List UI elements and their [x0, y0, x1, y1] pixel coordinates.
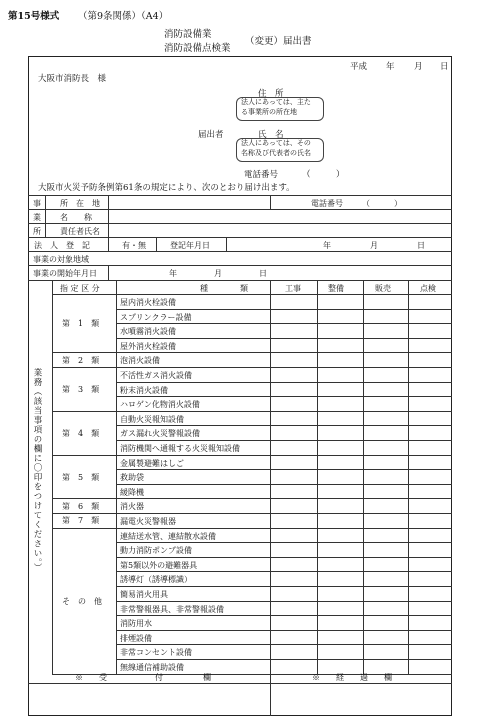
registration-date-label: 登記年月日 — [170, 241, 210, 250]
mark-cell-work[interactable] — [271, 616, 316, 629]
mark-cell-work[interactable] — [271, 485, 316, 498]
equipment-item: 漏電火災警報器 — [120, 517, 176, 526]
category-label: 第 6 類 — [62, 501, 100, 511]
mark-cell-work[interactable] — [271, 499, 316, 512]
name-label: 氏 名 — [258, 130, 284, 140]
name-note-1: 法人にあっては、その — [241, 139, 311, 147]
title-suffix: （変更）届出書 — [245, 36, 312, 47]
equipment-item: 泡消火設備 — [120, 356, 160, 366]
business-header-4: 販売 — [375, 284, 391, 293]
category-label: 第 3 類 — [62, 384, 100, 394]
mark-cell-inspect[interactable] — [409, 572, 451, 585]
mark-cell-work[interactable] — [271, 295, 316, 308]
mark-cell-maint[interactable] — [318, 602, 362, 615]
mark-cell-work[interactable] — [271, 631, 316, 644]
mark-cell-inspect[interactable] — [409, 412, 451, 425]
registration-label: 法 人 登 記 — [34, 241, 90, 250]
mark-cell-sales[interactable] — [364, 631, 407, 644]
mark-cell-inspect[interactable] — [409, 499, 451, 512]
date-era: 平成 — [350, 62, 368, 72]
equipment-item: 非常コンセント設備 — [120, 648, 192, 658]
equipment-item: 不活性ガス消火設備 — [120, 371, 192, 380]
mark-cell-work[interactable] — [271, 383, 316, 396]
equipment-item: 誘導灯（誘導標識） — [120, 575, 192, 585]
mark-cell-sales[interactable] — [364, 412, 407, 425]
mark-cell-inspect[interactable] — [409, 383, 451, 396]
mark-cell-work[interactable] — [271, 602, 316, 615]
mark-cell-maint[interactable] — [318, 572, 362, 585]
mark-cell-work[interactable] — [271, 660, 316, 673]
mark-cell-maint[interactable] — [318, 587, 362, 600]
equipment-item: 非常警報器具、非常警報設備 — [120, 604, 224, 614]
mark-cell-inspect[interactable] — [409, 543, 451, 556]
equipment-item: 自動火災報知設備 — [120, 414, 184, 424]
registration-year: 年 — [323, 241, 331, 250]
business-header-2: 工事 — [285, 284, 301, 293]
date-day: 日 — [440, 62, 449, 72]
office-char-1: 事 — [33, 199, 41, 208]
equipment-item: 連結送水管、連結散水設備 — [120, 531, 216, 541]
mark-cell-sales[interactable] — [364, 485, 407, 498]
start-day: 日 — [259, 269, 267, 278]
address-label: 住 所 — [258, 89, 284, 99]
mark-cell-maint[interactable] — [318, 529, 362, 542]
office-phone-label: 電話番号 — [311, 199, 343, 208]
mark-cell-inspect[interactable] — [409, 368, 451, 381]
equipment-item: 救助袋 — [120, 473, 144, 483]
registration-day: 日 — [417, 241, 425, 250]
phone-label: 電話番号 — [244, 170, 279, 180]
mark-cell-inspect[interactable] — [409, 587, 451, 600]
equipment-item: 消火器 — [120, 502, 144, 512]
mark-cell-work[interactable] — [271, 412, 316, 425]
mark-cell-sales[interactable] — [364, 558, 407, 571]
mark-cell-work[interactable] — [271, 310, 316, 323]
mark-cell-sales[interactable] — [364, 529, 407, 542]
mark-cell-maint[interactable] — [318, 397, 362, 410]
business-header-1: 種 類 — [200, 284, 248, 293]
business-header-5: 点検 — [420, 284, 436, 293]
equipment-item: 金属製避難はしご — [120, 458, 184, 468]
mark-cell-inspect[interactable] — [409, 426, 451, 439]
equipment-item: ガス漏れ火災警報設備 — [120, 429, 200, 439]
business-header-3: 整備 — [328, 284, 344, 293]
mark-cell-inspect[interactable] — [409, 339, 451, 352]
mark-cell-sales[interactable] — [364, 383, 407, 396]
office-name-label: 名 称 — [60, 213, 92, 222]
mark-cell-sales[interactable] — [364, 514, 407, 527]
mark-cell-inspect[interactable] — [409, 660, 451, 673]
title-line-1: 消防設備業 — [164, 29, 212, 40]
address-note-2: る事業所の所在地 — [241, 108, 297, 116]
form-number: 第15号様式 — [8, 11, 60, 22]
equipment-item: 水噴霧消火設備 — [120, 327, 176, 337]
mark-cell-inspect[interactable] — [409, 441, 451, 454]
equipment-item: 第5類以外の避難器具 — [120, 560, 198, 570]
mark-cell-inspect[interactable] — [409, 397, 451, 410]
mark-cell-maint[interactable] — [318, 645, 362, 658]
mark-cell-work[interactable] — [271, 353, 316, 366]
mark-cell-maint[interactable] — [318, 456, 362, 469]
mark-cell-sales[interactable] — [364, 310, 407, 323]
mark-cell-work[interactable] — [271, 645, 316, 658]
mark-cell-maint[interactable] — [318, 470, 362, 483]
mark-cell-maint[interactable] — [318, 514, 362, 527]
mark-cell-work[interactable] — [271, 529, 316, 542]
mark-cell-work[interactable] — [271, 558, 316, 571]
equipment-item: 動力消防ポンプ設備 — [120, 546, 192, 556]
addressee: 大阪市消防長 様 — [38, 74, 107, 84]
business-vertical-label: 業務（該当事項の欄に〇印をつけてください。） — [32, 368, 42, 573]
office-char-2: 業 — [33, 213, 41, 222]
mark-cell-sales[interactable] — [364, 295, 407, 308]
mark-cell-maint[interactable] — [318, 295, 362, 308]
start-year: 年 — [169, 269, 177, 278]
mark-cell-maint[interactable] — [318, 543, 362, 556]
equipment-item: ハロゲン化物消火設備 — [120, 400, 200, 410]
registration-month: 月 — [370, 241, 378, 250]
mark-cell-sales[interactable] — [364, 616, 407, 629]
category-label: 第 4 類 — [62, 428, 100, 438]
mark-cell-sales[interactable] — [364, 426, 407, 439]
mark-cell-inspect[interactable] — [409, 324, 451, 337]
mark-cell-maint[interactable] — [318, 616, 362, 629]
mark-cell-maint[interactable] — [318, 412, 362, 425]
mark-cell-sales[interactable] — [364, 645, 407, 658]
mark-cell-inspect[interactable] — [409, 514, 451, 527]
date-year: 年 — [386, 62, 395, 72]
equipment-item: 簡易消火用具 — [120, 590, 168, 599]
equipment-item: 排煙設備 — [120, 633, 152, 643]
progress-label: ※ 経 過 欄 — [312, 673, 392, 682]
category-label: そ の 他 — [62, 596, 102, 606]
mark-cell-sales[interactable] — [364, 499, 407, 512]
phone-paren: （ ） — [302, 170, 345, 180]
mark-cell-sales[interactable] — [364, 397, 407, 410]
notifier-label: 届出者 — [198, 130, 224, 140]
equipment-item: 消防用水 — [120, 619, 152, 629]
equipment-item: 消防機関へ通報する火災報知設備 — [120, 444, 240, 453]
mark-cell-sales[interactable] — [364, 543, 407, 556]
address-note-1: 法人にあっては、主た — [241, 98, 311, 106]
equipment-item: スプリンクラー設備 — [120, 312, 192, 322]
mark-cell-work[interactable] — [271, 368, 316, 381]
statement: 大阪市火災予防条例第61条の規定により、次のとおり届け出ます。 — [38, 183, 295, 193]
mark-cell-maint[interactable] — [318, 310, 362, 323]
mark-cell-maint[interactable] — [318, 485, 362, 498]
equipment-item: 屋外消火栓設備 — [120, 341, 176, 351]
mark-cell-maint[interactable] — [318, 368, 362, 381]
mark-cell-inspect[interactable] — [409, 470, 451, 483]
mark-cell-sales[interactable] — [364, 353, 407, 366]
mark-cell-inspect[interactable] — [409, 485, 451, 498]
mark-cell-sales[interactable] — [364, 587, 407, 600]
mark-cell-work[interactable] — [271, 426, 316, 439]
office-char-3: 所 — [33, 227, 41, 236]
name-note-2: 名称及び代表者の氏名 — [241, 149, 311, 157]
mark-cell-work[interactable] — [271, 456, 316, 469]
mark-cell-maint[interactable] — [318, 558, 362, 571]
mark-cell-maint[interactable] — [318, 660, 362, 673]
mark-cell-sales[interactable] — [364, 324, 407, 337]
mark-cell-maint[interactable] — [318, 324, 362, 337]
mark-cell-sales[interactable] — [364, 470, 407, 483]
reception-label: ※ 受 付 欄 — [75, 673, 211, 682]
mark-cell-inspect[interactable] — [409, 310, 451, 323]
mark-cell-maint[interactable] — [318, 631, 362, 644]
category-label: 第 7 類 — [62, 516, 100, 526]
mark-cell-inspect[interactable] — [409, 631, 451, 644]
mark-cell-work[interactable] — [271, 441, 316, 454]
office-phone-paren: （ ） — [362, 199, 402, 208]
office-location-label: 所 在 地 — [60, 199, 100, 208]
business-header-0: 指 定 区 分 — [60, 284, 100, 293]
mark-cell-work[interactable] — [271, 397, 316, 410]
equipment-item: 屋内消火栓設備 — [120, 298, 176, 307]
mark-cell-maint[interactable] — [318, 339, 362, 352]
category-label: 第 2 類 — [62, 355, 100, 365]
mark-cell-inspect[interactable] — [409, 616, 451, 629]
mark-cell-maint[interactable] — [318, 441, 362, 454]
mark-cell-inspect[interactable] — [409, 353, 451, 366]
mark-cell-maint[interactable] — [318, 383, 362, 396]
mark-cell-inspect[interactable] — [409, 529, 451, 542]
equipment-item: 無線通信補助設備 — [120, 663, 184, 672]
mark-cell-work[interactable] — [271, 543, 316, 556]
mark-cell-sales[interactable] — [364, 456, 407, 469]
mark-cell-sales[interactable] — [364, 339, 407, 352]
mark-cell-inspect[interactable] — [409, 456, 451, 469]
mark-cell-work[interactable] — [271, 514, 316, 527]
equipment-item: 粉末消火設備 — [120, 385, 168, 395]
mark-cell-inspect[interactable] — [409, 645, 451, 658]
mark-cell-sales[interactable] — [364, 441, 407, 454]
mark-cell-sales[interactable] — [364, 368, 407, 381]
mark-cell-maint[interactable] — [318, 353, 362, 366]
title-line-2: 消防設備点検業 — [164, 43, 231, 54]
start-date-label: 事業の開始年月日 — [33, 269, 97, 278]
target-area-label: 事業の対象地域 — [33, 255, 89, 264]
office-manager-label: 責任者氏名 — [60, 227, 100, 236]
mark-cell-work[interactable] — [271, 324, 316, 337]
mark-cell-work[interactable] — [271, 572, 316, 585]
mark-cell-inspect[interactable] — [409, 295, 451, 308]
equipment-item: 緩降機 — [120, 487, 144, 497]
mark-cell-work[interactable] — [271, 587, 316, 600]
form-reference: （第9条関係）（A4） — [78, 11, 169, 22]
mark-cell-inspect[interactable] — [409, 558, 451, 571]
mark-cell-work[interactable] — [271, 339, 316, 352]
mark-cell-maint[interactable] — [318, 499, 362, 512]
mark-cell-inspect[interactable] — [409, 602, 451, 615]
registration-yes-no[interactable]: 有・無 — [122, 241, 146, 250]
category-label: 第 5 類 — [62, 472, 100, 482]
start-month: 月 — [214, 269, 222, 278]
mark-cell-maint[interactable] — [318, 426, 362, 439]
mark-cell-work[interactable] — [271, 470, 316, 483]
category-label: 第 1 類 — [62, 319, 100, 329]
mark-cell-sales[interactable] — [364, 572, 407, 585]
mark-cell-sales[interactable] — [364, 660, 407, 673]
date-month: 月 — [414, 62, 423, 72]
mark-cell-sales[interactable] — [364, 602, 407, 615]
